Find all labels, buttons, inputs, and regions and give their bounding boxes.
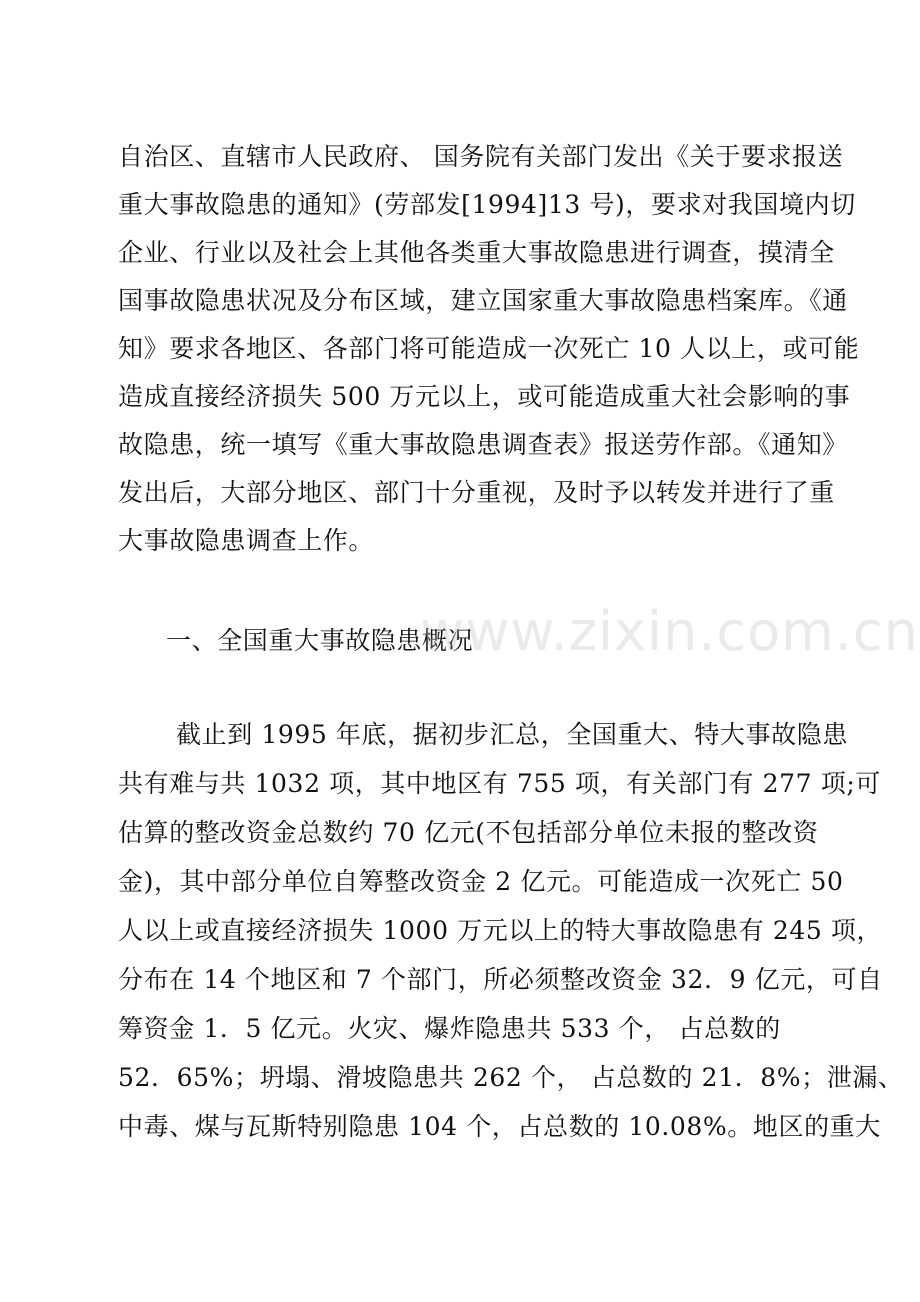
paragraph-1-line-6: 造成直接经济损失 500 万元以上，或可能造成重大社会影响的事 <box>118 382 851 411</box>
paragraph-1-line-4: 国事故隐患状况及分布区域，建立国家重大事故隐患档案库。《通 <box>118 286 848 315</box>
paragraph-1-line-3: 企业、行业以及社会上其他各类重大事故隐患进行调查，摸清全 <box>118 238 835 267</box>
paragraph-1-line-2: 重大事故隐患的通知》(劳部发[1994]13 号)，要求对我国境内切 <box>118 190 856 219</box>
paragraph-2-line-7: 筹资金 1．5 亿元。火灾、爆炸隐患共 533 个， 占总数的 <box>118 1014 781 1043</box>
paragraph-1-line-5: 知》要求各地区、各部门将可能造成一次死亡 10 人以上，或可能 <box>118 334 860 363</box>
paragraph-1-line-7: 故隐患，统一填写《重大事故隐患调查表》报送劳作部。《通知》 <box>118 430 848 459</box>
paragraph-2-line-2: 共有难与共 1032 项，其中地区有 755 项，有关部门有 277 项;可 <box>118 769 881 798</box>
paragraph-1-line-9: 大事故隐患调查上作。 <box>118 526 375 555</box>
section-heading: 一、全国重大事故隐患概况 <box>166 626 474 655</box>
paragraph-1-line-8: 发出后，大部分地区、部门十分重视，及时予以转发并进行了重 <box>118 478 835 507</box>
paragraph-2-line-3: 估算的整改资金总数约 70 亿元(不包括部分单位未报的整改资 <box>118 818 819 847</box>
paragraph-2-line-8: 52．65%；坍塌、滑坡隐患共 262 个， 占总数的 21．8%；泄漏、 <box>118 1063 904 1092</box>
paragraph-2-line-1: 截止到 1995 年底，据初步汇总，全国重大、特大事故隐患 <box>176 720 848 749</box>
paragraph-2-line-6: 分布在 14 个地区和 7 个部门，所必须整改资金 32．9 亿元，可自 <box>118 965 883 994</box>
paragraph-2-line-4: 金)，其中部分单位自筹整改资金 2 亿元。可能造成一次死亡 50 <box>118 867 844 896</box>
watermark: www.zixin.com.cn <box>420 600 919 663</box>
paragraph-2-line-9: 中毒、煤与瓦斯特别隐患 104 个，占总数的 10.08%。地区的重大 <box>118 1112 881 1141</box>
paragraph-2-line-5: 人以上或直接经济损失 1000 万元以上的特大事故隐患有 245 项， <box>118 916 883 945</box>
paragraph-1-line-1: 自治区、直辖市人民政府、 国务院有关部门发出《关于要求报送 <box>118 142 844 171</box>
